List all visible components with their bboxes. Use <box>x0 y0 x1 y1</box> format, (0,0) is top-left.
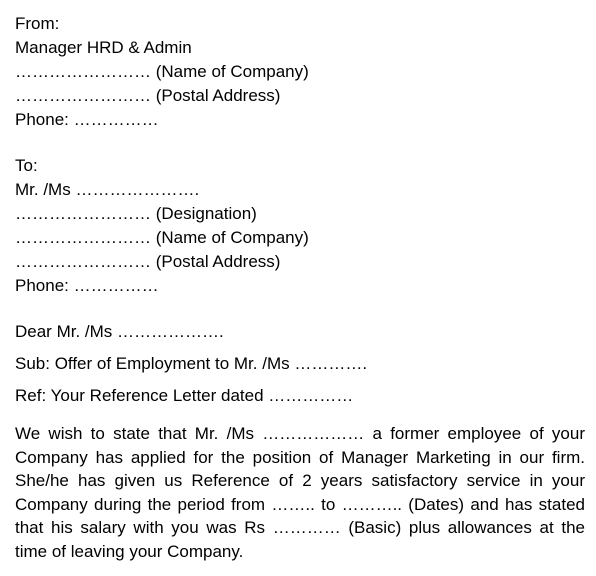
from-heading: From: <box>15 14 60 33</box>
recipient-phone: Phone: …………… <box>15 276 159 295</box>
sender-address: …………………… (Postal Address) <box>15 86 281 105</box>
sender-block <box>15 12 585 132</box>
sender-company: …………………… (Name of Company) <box>15 62 309 81</box>
letter-document <box>15 12 585 563</box>
body-paragraph: We wish to state that Mr. /Ms ……………… a former employee of your Company has applied for the position of Manager Marketing in our firm. She/he has given us Reference of 2 years satisfactory service in your Company during the period from …….. to ……….. (Dates) and has stated that his salary with you was Rs ………… (Basic) plus allowances at the time of leaving your Company. <box>15 424 585 561</box>
recipient-address: …………………… (Postal Address) <box>15 252 281 271</box>
recipient-name: Mr. /Ms …………………. <box>15 180 200 199</box>
recipient-company: …………………… (Name of Company) <box>15 228 309 247</box>
recipient-block <box>15 154 585 298</box>
recipient-designation: …………………… (Designation) <box>15 204 257 223</box>
subject-line: Sub: Offer of Employment to Mr. /Ms …………. <box>15 354 368 373</box>
sender-phone: Phone: …………… <box>15 110 159 129</box>
to-heading: To: <box>15 156 38 175</box>
sender-title: Manager HRD & Admin <box>15 38 192 57</box>
reference-line: Ref: Your Reference Letter dated …………… <box>15 386 354 405</box>
salutation: Dear Mr. /Ms ………………. <box>15 322 224 341</box>
